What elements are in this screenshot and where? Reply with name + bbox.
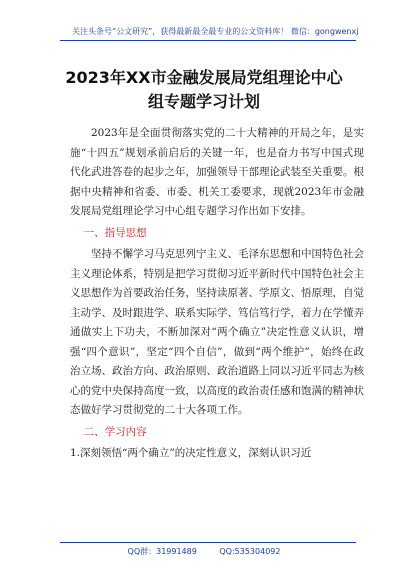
title-line-1: 2023年XX市金融发展局党组理论中心: [65, 68, 343, 87]
footer-qq: QQ:535304092: [219, 547, 281, 556]
section-heading-guiding-thought: 一、指导思想: [83, 226, 147, 239]
document-title: [40, 66, 368, 114]
title-line-2: 组专题学习计划: [147, 92, 260, 111]
study-item-1: 1.深刻领悟“两个确立”的决定性意义，深刻认识习近: [70, 447, 312, 459]
footer-qq-group: QQ群：31991489: [127, 547, 197, 556]
intro-paragraph: 2023年是全面贯彻落实党的二十大精神的开局之年，是实施“十四五”规划承前启后的关键一年，也是奋力书写中国式现代化武进答卷的起步之年，加强领导干部理论武装至关重要。根据中央精神和省委、市委、机关工委要求，现就2023年市金融发展局党组理论学习中心组专题学习作出如下安排。: [70, 127, 364, 217]
header-banner: 关注头条号“公文研究”，获得最新最全最专业的公文资料库！ 微信：gongwenxj: [72, 27, 359, 36]
footer-divider: [60, 542, 356, 543]
guiding-thought-paragraph: 坚持不懈学习马克思列宁主义、毛泽东思想和中国特色社会主义理论体系，特别是把学习贯彻习近平新时代中国特色社会主义思想作为首要政治任务，坚持读原著、学原文、悟原理，自觉主动学、及时跟进学、联系实际学、笃信笃行学，着力在学懂弄通做实上下功夫，不断加深对“两个确立”决定性意义认识，增强“四个意识”，坚定“四个自信”，做到“两个维护”，始终在政治立场、政治方向、政治原则、政治道路上同以习近平同志为核心的党中央保持高度一致，以高度的政治责任感和饱满的精神状态做好学习贯彻党的二十大各项工作。: [70, 248, 364, 416]
document-body: [70, 124, 364, 464]
section-heading-study-content: 二、学习内容: [83, 425, 147, 438]
header-divider: [60, 40, 356, 41]
footer: [0, 546, 408, 557]
